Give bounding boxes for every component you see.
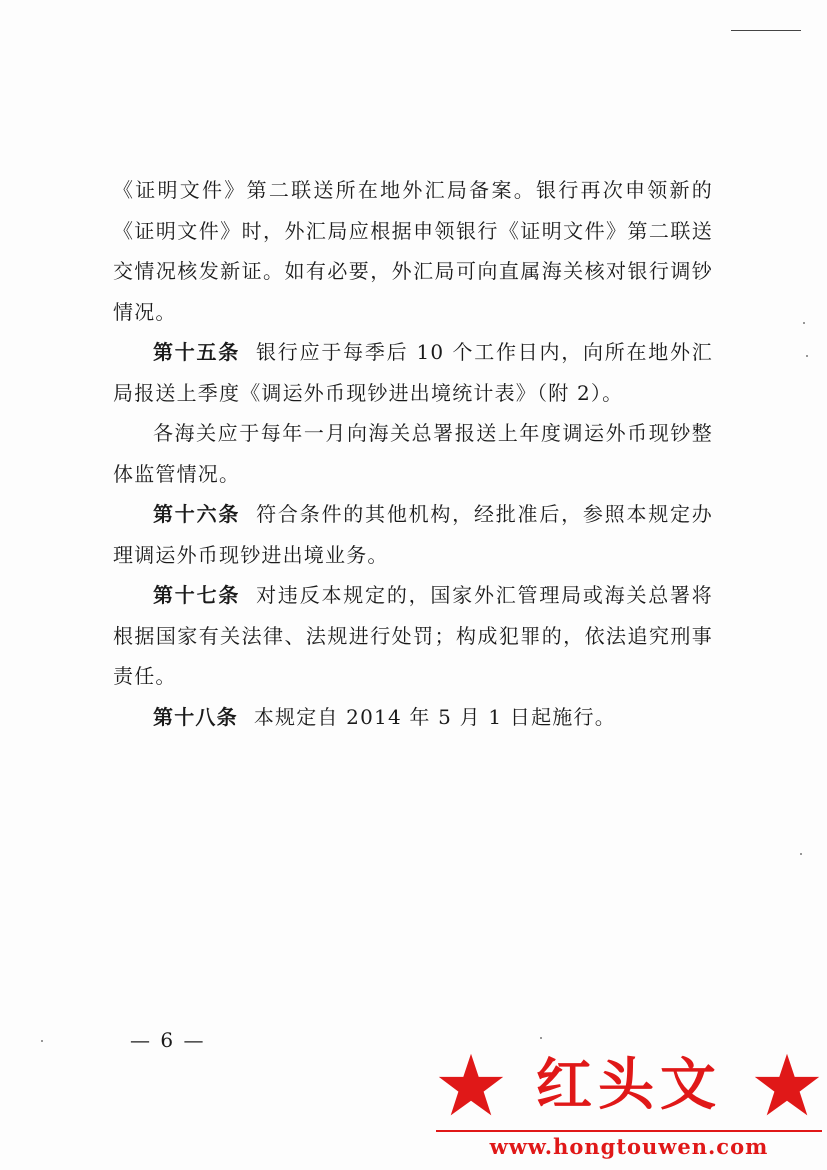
paragraph-customs-text: 各海关应于每年一月向海关总署报送上年度调运外币现钞整体监管情况。 [113,421,713,486]
article-17 [113,575,713,697]
article-15-text: 银行应于每季后 10 个工作日内，向所在地外汇局报送上季度《调运外币现钞进出境统计表》（附 2）。 [113,340,713,405]
star-icon [436,1051,506,1121]
article-18-label: 第十八条 [153,704,238,729]
paragraph-1-text: 《证明文件》第二联送所在地外汇局备案。银行再次申领新的《证明文件》时，外汇局应根据申领银行《证明文件》第二联送交情况核发新证。如有必要，外汇局可向直属海关核对银行调钞情况。 [113,178,713,324]
article-18-text: 本规定自 2014 年 5 月 1 日起施行。 [253,704,616,729]
watermark-title-row [436,1050,822,1122]
watermark-url: www.hongtouwen.com [489,1134,769,1159]
scan-speck [41,1040,43,1042]
article-16-label: 第十六条 [153,502,241,526]
article-16 [113,494,713,575]
scan-speck [800,853,802,855]
scan-speck [803,322,805,324]
paragraph-1 [113,170,713,332]
watermark-title: 红头文 [536,1053,722,1118]
scan-speck [540,1037,542,1039]
article-15-label: 第十五条 [153,340,241,364]
article-15 [113,332,713,413]
header-rule [731,30,801,31]
paragraph-customs [113,413,713,494]
article-17-label: 第十七条 [153,583,241,607]
article-16-text: 符合条件的其他机构，经批准后，参照本规定办理调运外币现钞进出境业务。 [113,502,713,567]
scan-speck [806,355,808,357]
watermark [436,1050,822,1165]
document-body [113,170,713,737]
page-number: — 6 — [130,1028,206,1052]
article-17-text: 对违反本规定的，国家外汇管理局或海关总署将根据国家有关法律、法规进行处罚；构成犯罪的，依法追究刑事责任。 [113,583,713,688]
watermark-divider [436,1130,822,1132]
star-icon [752,1051,822,1121]
article-18 [113,697,713,738]
